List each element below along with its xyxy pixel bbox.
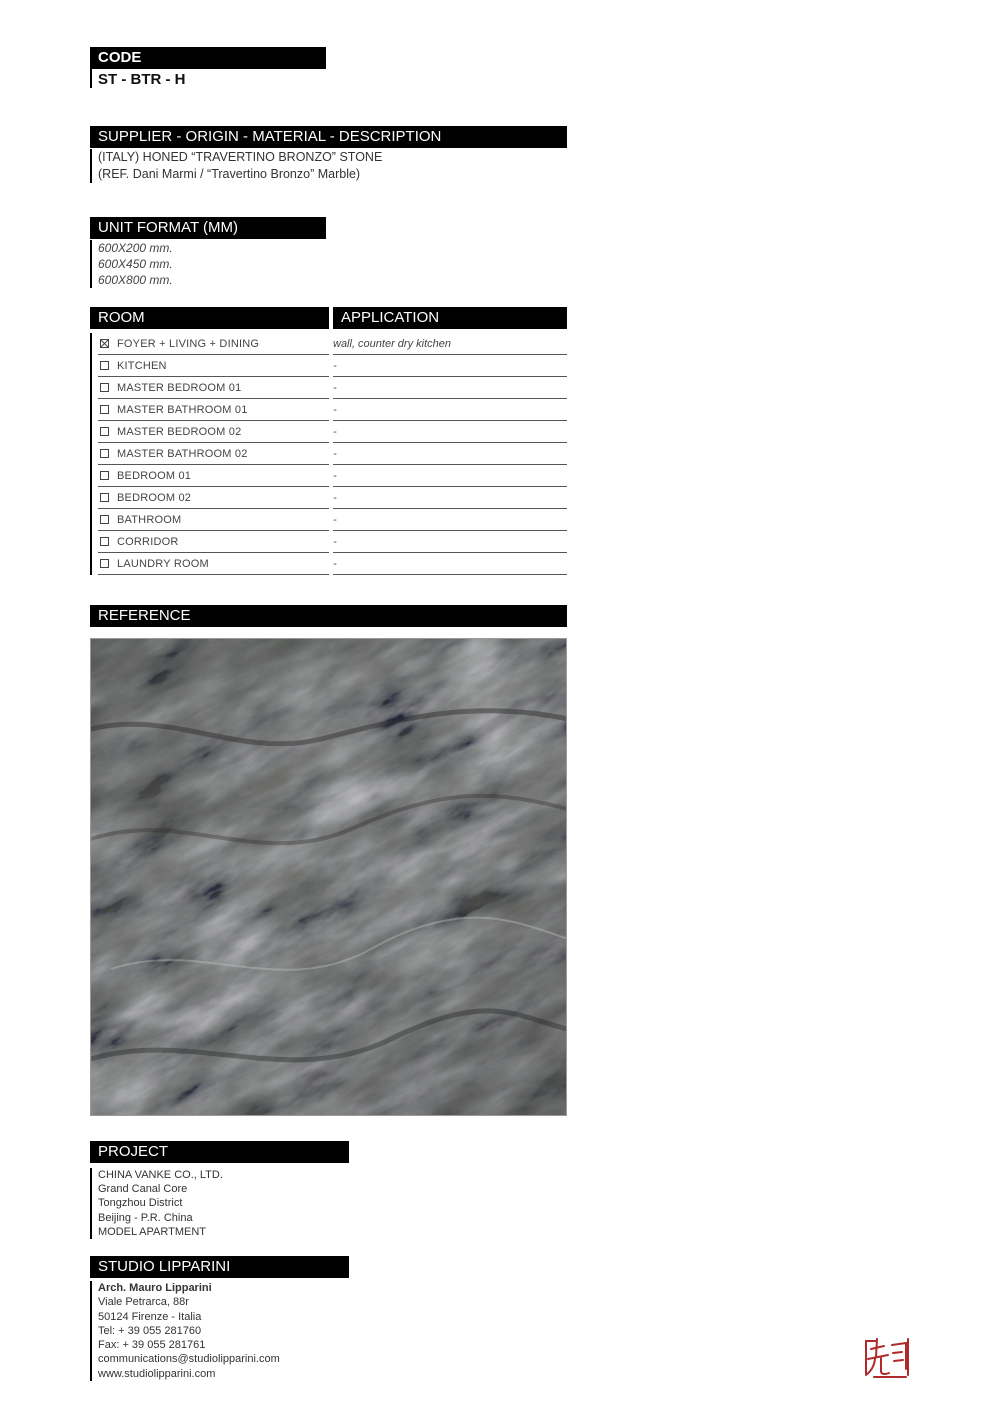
room-label: CORRIDOR [117, 536, 179, 548]
room-label: MASTER BATHROOM 02 [117, 448, 248, 460]
code-value: ST - BTR - H [90, 69, 186, 88]
room-checkbox[interactable] [100, 537, 109, 546]
unit-format-header: UNIT FORMAT (MM) [90, 217, 326, 239]
application-value: wall, counter dry kitchen [333, 333, 567, 355]
room-row [92, 465, 569, 487]
project-line: Grand Canal Core [98, 1183, 188, 1196]
room-row [92, 399, 569, 421]
application-value: - [333, 421, 567, 443]
supplier-header: SUPPLIER - ORIGIN - MATERIAL - DESCRIPTION [90, 126, 567, 148]
application-value: - [333, 399, 567, 421]
room-checkbox[interactable] [100, 515, 109, 524]
room-row [92, 553, 569, 575]
application-value: - [333, 531, 567, 553]
room-label: FOYER + LIVING + DINING [117, 338, 260, 350]
studio-address-line: Viale Petrarca, 88r [98, 1296, 189, 1309]
room-label: MASTER BEDROOM 02 [117, 426, 242, 438]
project-line: Beijing - P.R. China [98, 1211, 193, 1224]
marble-texture-image [90, 638, 567, 1116]
application-header: APPLICATION [333, 307, 567, 329]
project-header: PROJECT [90, 1141, 349, 1163]
room-table [90, 333, 569, 575]
code-header: CODE [90, 47, 326, 69]
room-label: LAUNDRY ROOM [117, 558, 209, 570]
application-value: - [333, 487, 567, 509]
unit-format-item: 600X450 mm. [98, 257, 173, 271]
unit-format-item: 600X200 mm. [98, 241, 173, 255]
studio-website-link[interactable]: www.studiolipparini.com [98, 1367, 216, 1380]
room-checkbox[interactable] [100, 493, 109, 502]
project-line: CHINA VANKE CO., LTD. [98, 1169, 223, 1181]
project-line: Tongzhou District [98, 1197, 183, 1210]
supplier-line: (REF. Dani Marmi / “Travertino Bronzo” Marble) [98, 167, 361, 181]
supplier-line: (ITALY) HONED “TRAVERTINO BRONZO” STONE [98, 150, 383, 164]
room-label: BATHROOM [117, 514, 182, 526]
room-checkbox[interactable] [100, 471, 109, 480]
room-row [92, 487, 569, 509]
room-label: BEDROOM 02 [117, 492, 192, 504]
room-checkbox[interactable] [100, 427, 109, 436]
room-label: KITCHEN [117, 360, 167, 372]
room-checkbox[interactable] [100, 559, 109, 568]
studio-fax: Fax: + 39 055 281761 [98, 1339, 206, 1352]
reference-header: REFERENCE [90, 605, 567, 627]
room-row [92, 355, 569, 377]
application-value: - [333, 465, 567, 487]
application-value: - [333, 443, 567, 465]
seal-stamp-icon [862, 1335, 912, 1381]
room-label: MASTER BATHROOM 01 [117, 404, 248, 416]
application-value: - [333, 509, 567, 531]
room-checkbox[interactable] [100, 383, 109, 392]
room-row [92, 377, 569, 399]
studio-address-line: 50124 Firenze - Italia [98, 1310, 202, 1323]
project-line: MODEL APARTMENT [98, 1225, 206, 1238]
room-checkbox[interactable] [100, 449, 109, 458]
room-row [92, 333, 569, 355]
supplier-description [90, 149, 382, 183]
application-value: - [333, 355, 567, 377]
room-row [92, 421, 569, 443]
room-row [92, 509, 569, 531]
studio-contact [90, 1281, 280, 1381]
application-value: - [333, 553, 567, 575]
studio-phone: Tel: + 39 055 281760 [98, 1324, 202, 1337]
room-row [92, 443, 569, 465]
studio-header: STUDIO LIPPARINI [90, 1256, 349, 1278]
studio-email-link[interactable]: communications@studiolipparini.com [98, 1353, 280, 1366]
room-row [92, 531, 569, 553]
application-value: - [333, 377, 567, 399]
studio-architect: Arch. Mauro Lipparini [98, 1282, 212, 1294]
room-header: ROOM [90, 307, 329, 329]
room-checkbox[interactable] [100, 405, 109, 414]
project-details [90, 1168, 223, 1239]
room-label: MASTER BEDROOM 01 [117, 382, 242, 394]
unit-format-item: 600X800 mm. [98, 273, 173, 287]
room-label: BEDROOM 01 [117, 470, 192, 482]
room-checkbox[interactable] [100, 339, 109, 348]
room-checkbox[interactable] [100, 361, 109, 370]
unit-format-list [90, 240, 173, 288]
